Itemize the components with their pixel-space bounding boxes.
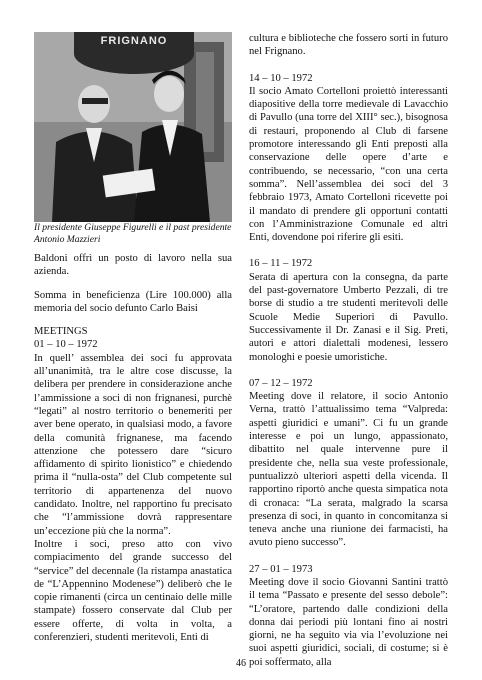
photo bbox=[34, 32, 232, 222]
photo-caption: Il presidente Giuseppe Figurelli e il past presidente Antonio Mazzieri bbox=[34, 222, 232, 245]
date-heading: 14 – 10 – 1972 bbox=[249, 72, 313, 84]
paragraph: Serata di apertura con la consegna, da parte del past-governatore Umberto Pezzali, di tre borse di studio a tre studenti meritevoli delle Scuole Medie Superiori di Pavullo. Successivamente il Dr. Zanasi e il Sig. Preti, autori e attori dialettali modenesi, lessero monologhi e poesie umoristiche. bbox=[249, 271, 448, 363]
paragraph: cultura e biblioteche che fossero sorti in futuro nel Frignano. bbox=[249, 33, 448, 58]
paragraph: Somma in beneficienza (Lire 100.000) alla memoria del socio defunto Carlo Baisi bbox=[34, 289, 232, 314]
date-heading: 07 – 12 – 1972 bbox=[249, 377, 313, 389]
paragraph: Meeting dove il socio Giovanni Santini trattò il tema “Passato e presente del sesso debole”: “L’oratore, partendo dalle condizioni della donna dai periodi più lontani fino ai nostri giorni, ne ha seguito via via l’evoluzione nei suoi aspetti giuridici, sociali, di costume; si è poi soffermato, alla bbox=[249, 576, 448, 668]
paragraph: In quell’ assemblea dei soci fu approvata all’unanimità, tra le altre cose discusse, la delibera per prendere in considerazione anche l’ammissione a soci di non frignanesi, purchè “legati” al nostro territorio o benemeriti per aver bene operato, in qualsiasi modo, a favore della comunità frignanese, ma facendo attenzione che potessero dare “sicuro affidamento di spirito lionistico” e chiedendo prima il “nulla-osta” del Club competente sul territorio di appartenenza del nuovo candidato. Inoltre, nel rapportino fu precisato che “l’ammissione dovrà rappresentare un’eccezione più che la norma”. bbox=[34, 352, 232, 537]
date-heading: 16 – 11 – 1972 bbox=[249, 258, 313, 270]
banner-text: FRIGNANO bbox=[100, 35, 168, 47]
paragraph: Baldoni offrì un posto di lavoro nella sua azienda. bbox=[34, 253, 232, 278]
left-column bbox=[34, 32, 232, 644]
paragraph: Inoltre i soci, preso atto con vivo compiacimento del grande successo del “service” del decennale (la ristampa anastatica de “L’Appennino Modenese”) deliberò che le copie rimanenti (circa un centinaio delle mille stampate) fossero conservate dal Club per essere offerte, di volta in volta, a conferenzieri, studenti meritevoli, Enti di bbox=[34, 538, 232, 644]
date-heading: 27 – 01 – 1973 bbox=[249, 563, 313, 575]
right-column bbox=[249, 32, 448, 669]
date-heading: 01 – 10 – 1972 bbox=[34, 339, 98, 351]
banner bbox=[74, 32, 194, 74]
paragraph: Il socio Amato Cortelloni proiettò interessanti diapositive della torre medievale di Lavacchio di Pavullo (una torre del XIII° sec.), bisognosa di restauri, proponendo al Club di farsene promotore interessando gli Enti preposti alla conservazione delle opere d’arte e contribuendo, se necessario, “con una certa somma”. Nell’assemblea dei soci del 3 febbraio 1973, Amato Cortelloni ricevette poi il mandato di prendere gli opportuni contatti con l’Amministrazione Comunale ed altri Enti, dovendone poi riferire gli esiti. bbox=[249, 85, 448, 244]
paragraph: Meeting dove il relatore, il socio Antonio Verna, trattò l’attualissimo tema “Valpreda: aspetti giuridici e umani”. Ci fu un grande interesse e poi un lungo, appassionato, dibattito nel quale intervenne pure il presidente che, nella sua veste professionale, puntualizzò ulteriori aspetti della vicenda. Il rapportino riportò anche questa simpatica nota di cronaca: “La serata, malgrado la scarsa presenza di soci, in quanto in concomitanza si teneva anche una riunione dei farmacisti, ha avuto pieno successo”. bbox=[249, 391, 448, 549]
section-heading: MEETINGS bbox=[34, 326, 88, 338]
page-number: 46 bbox=[236, 658, 246, 669]
